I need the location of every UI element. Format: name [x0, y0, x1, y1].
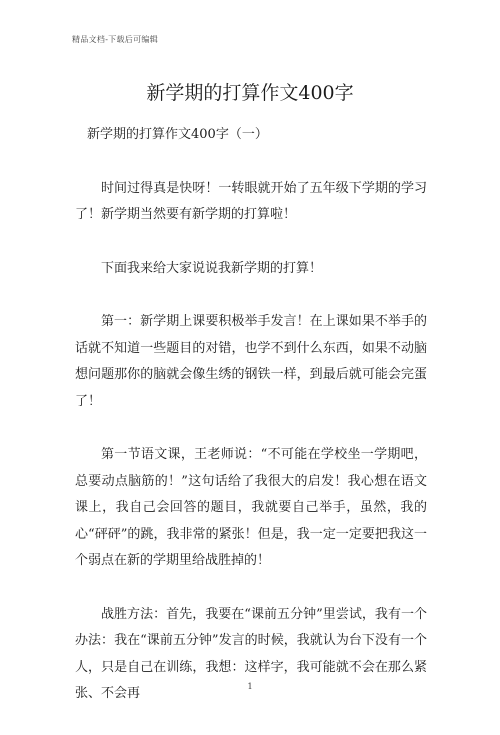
- paragraph-intro: 时间过得真是快呀！一转眼就开始了五年级下学期的学习了！新学期当然要有新学期的打算啦！: [75, 180, 427, 222]
- paragraph-plan-one: 第一：新学期上课要积极举手发言！在上课如果不举手的话就不知道一些题目的对错，也学不到什么东西，如果不动脑想问题那你的脑就会像生绣的钢铁一样，到最后就可能会完蛋了！: [75, 314, 427, 409]
- paragraph-chinese-class: 第一节语文课，王老师说：“不可能在学校坐一学期吧，总要动点脑筋的！”这句话给了我很大的启发！我心想在语文课上，我自己会回答的题目，我就要自己举手，虽然，我的心“砰砰”的跳，我非常的紧张！但是，我一定一定要把我这一个弱点在新的学期里给战胜掉的！: [75, 447, 427, 568]
- paragraph-plan-intro: 下面我来给大家说说我新学期的打算！: [101, 260, 323, 276]
- header-note: 精品文档-下载后可编辑: [72, 35, 159, 44]
- document-subtitle: 新学期的打算作文400字（一）: [87, 127, 268, 142]
- paragraph-method: 战胜方法：首先，我要在“课前五分钟”里尝试，我有一个办法：我在“课前五分钟”发言的时候，我就认为台下没有一个人，只是自己在训练，我想：这样字，我可能就不会在那么紧张、不会再: [75, 606, 427, 701]
- page-number: 1: [247, 682, 253, 691]
- document-title: 新学期的打算作文400字: [146, 82, 354, 104]
- document-body: [75, 122, 427, 735]
